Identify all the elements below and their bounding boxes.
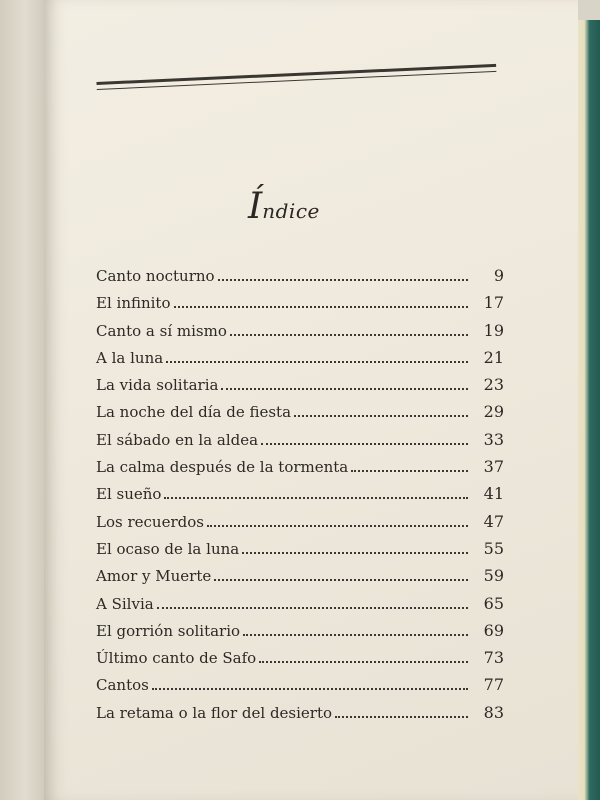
- toc-entry: [96, 321, 504, 348]
- dot-leader: [207, 525, 468, 527]
- toc-entry: [96, 457, 504, 484]
- toc-entry: [96, 293, 504, 320]
- dot-leader: [164, 497, 468, 499]
- toc-entry: [96, 402, 504, 429]
- toc-entry-title: Canto nocturno: [96, 267, 215, 285]
- dot-leader: [218, 279, 468, 281]
- toc-entry-title: Amor y Muerte: [96, 567, 212, 586]
- index-title-initial: Í: [248, 186, 263, 227]
- toc-entry: [96, 430, 504, 457]
- toc-entry: [96, 484, 504, 511]
- toc-entry: [96, 594, 504, 621]
- toc-entry-page: 33: [483, 429, 504, 449]
- toc-entry-title: El ocaso de la luna: [96, 539, 240, 558]
- toc-entry-title: La vida solitaria: [96, 376, 219, 395]
- toc-entry: [96, 375, 504, 402]
- toc-entry: [96, 512, 504, 539]
- dot-leader: [221, 388, 468, 390]
- toc-entry-page: 19: [483, 320, 504, 340]
- toc-entry-title: A Silvia: [96, 594, 154, 613]
- dot-leader: [157, 607, 468, 609]
- toc-entry-title: Cantos: [96, 676, 149, 695]
- toc-entry-page: 23: [483, 375, 504, 395]
- dot-leader: [214, 579, 468, 581]
- toc-entry-page: 69: [483, 620, 504, 640]
- toc-entry: [96, 621, 504, 648]
- toc-entry-title: Último canto de Safo: [96, 649, 257, 668]
- toc-entry-title: Los recuerdos: [96, 512, 204, 531]
- toc-entry-title: El sábado en la aldea: [96, 430, 259, 449]
- toc-entry-page: 55: [483, 538, 504, 558]
- dot-leader: [230, 334, 468, 336]
- toc-entry-title: Canto a sí mismo: [96, 321, 227, 340]
- toc-entry-title: El infinito: [96, 294, 171, 313]
- dot-leader: [335, 716, 468, 718]
- toc-entry-page: 77: [483, 675, 504, 695]
- toc-entry-title: La calma después de la tormenta: [96, 458, 349, 477]
- toc-entry: [96, 648, 504, 675]
- toc-entry-page: 9: [493, 266, 504, 285]
- toc-entry-title: El sueño: [96, 485, 162, 504]
- dot-leader: [261, 443, 468, 445]
- dot-leader: [351, 470, 468, 472]
- toc-entry-page: 73: [483, 648, 504, 668]
- toc-entry-page: 65: [483, 593, 504, 613]
- toc-entry-page: 59: [483, 566, 504, 586]
- toc-entry-title: El gorrión solitario: [96, 621, 241, 640]
- toc-entry: [96, 266, 504, 293]
- index-title: [248, 186, 320, 227]
- toc-entry-title: La retama o la flor del desierto: [96, 703, 333, 722]
- toc-entry-page: 47: [483, 511, 504, 531]
- toc-entry: [96, 566, 504, 593]
- toc-entry: [96, 539, 504, 566]
- toc-entry: [96, 675, 504, 702]
- toc-entry-page: 37: [483, 457, 504, 477]
- toc-entry-page: 21: [483, 347, 504, 367]
- toc-entry: [96, 348, 504, 375]
- dot-leader: [242, 552, 468, 554]
- toc-entry: [96, 703, 504, 730]
- dot-leader: [294, 415, 468, 417]
- dot-leader: [259, 661, 468, 663]
- index-title-rest: ndice: [262, 199, 320, 223]
- toc-entry-page: 83: [483, 702, 504, 722]
- toc-entry-title: La noche del día de fiesta: [96, 403, 292, 422]
- toc-entry-page: 41: [483, 484, 504, 504]
- dot-leader: [166, 361, 468, 363]
- table-of-contents: [96, 266, 504, 730]
- toc-entry-page: 29: [483, 402, 504, 422]
- dot-leader: [243, 634, 468, 636]
- facing-page-edge: [0, 0, 46, 800]
- dot-leader: [152, 688, 468, 690]
- toc-entry-title: A la luna: [96, 348, 164, 367]
- toc-entry-page: 17: [483, 293, 504, 313]
- dot-leader: [174, 306, 469, 308]
